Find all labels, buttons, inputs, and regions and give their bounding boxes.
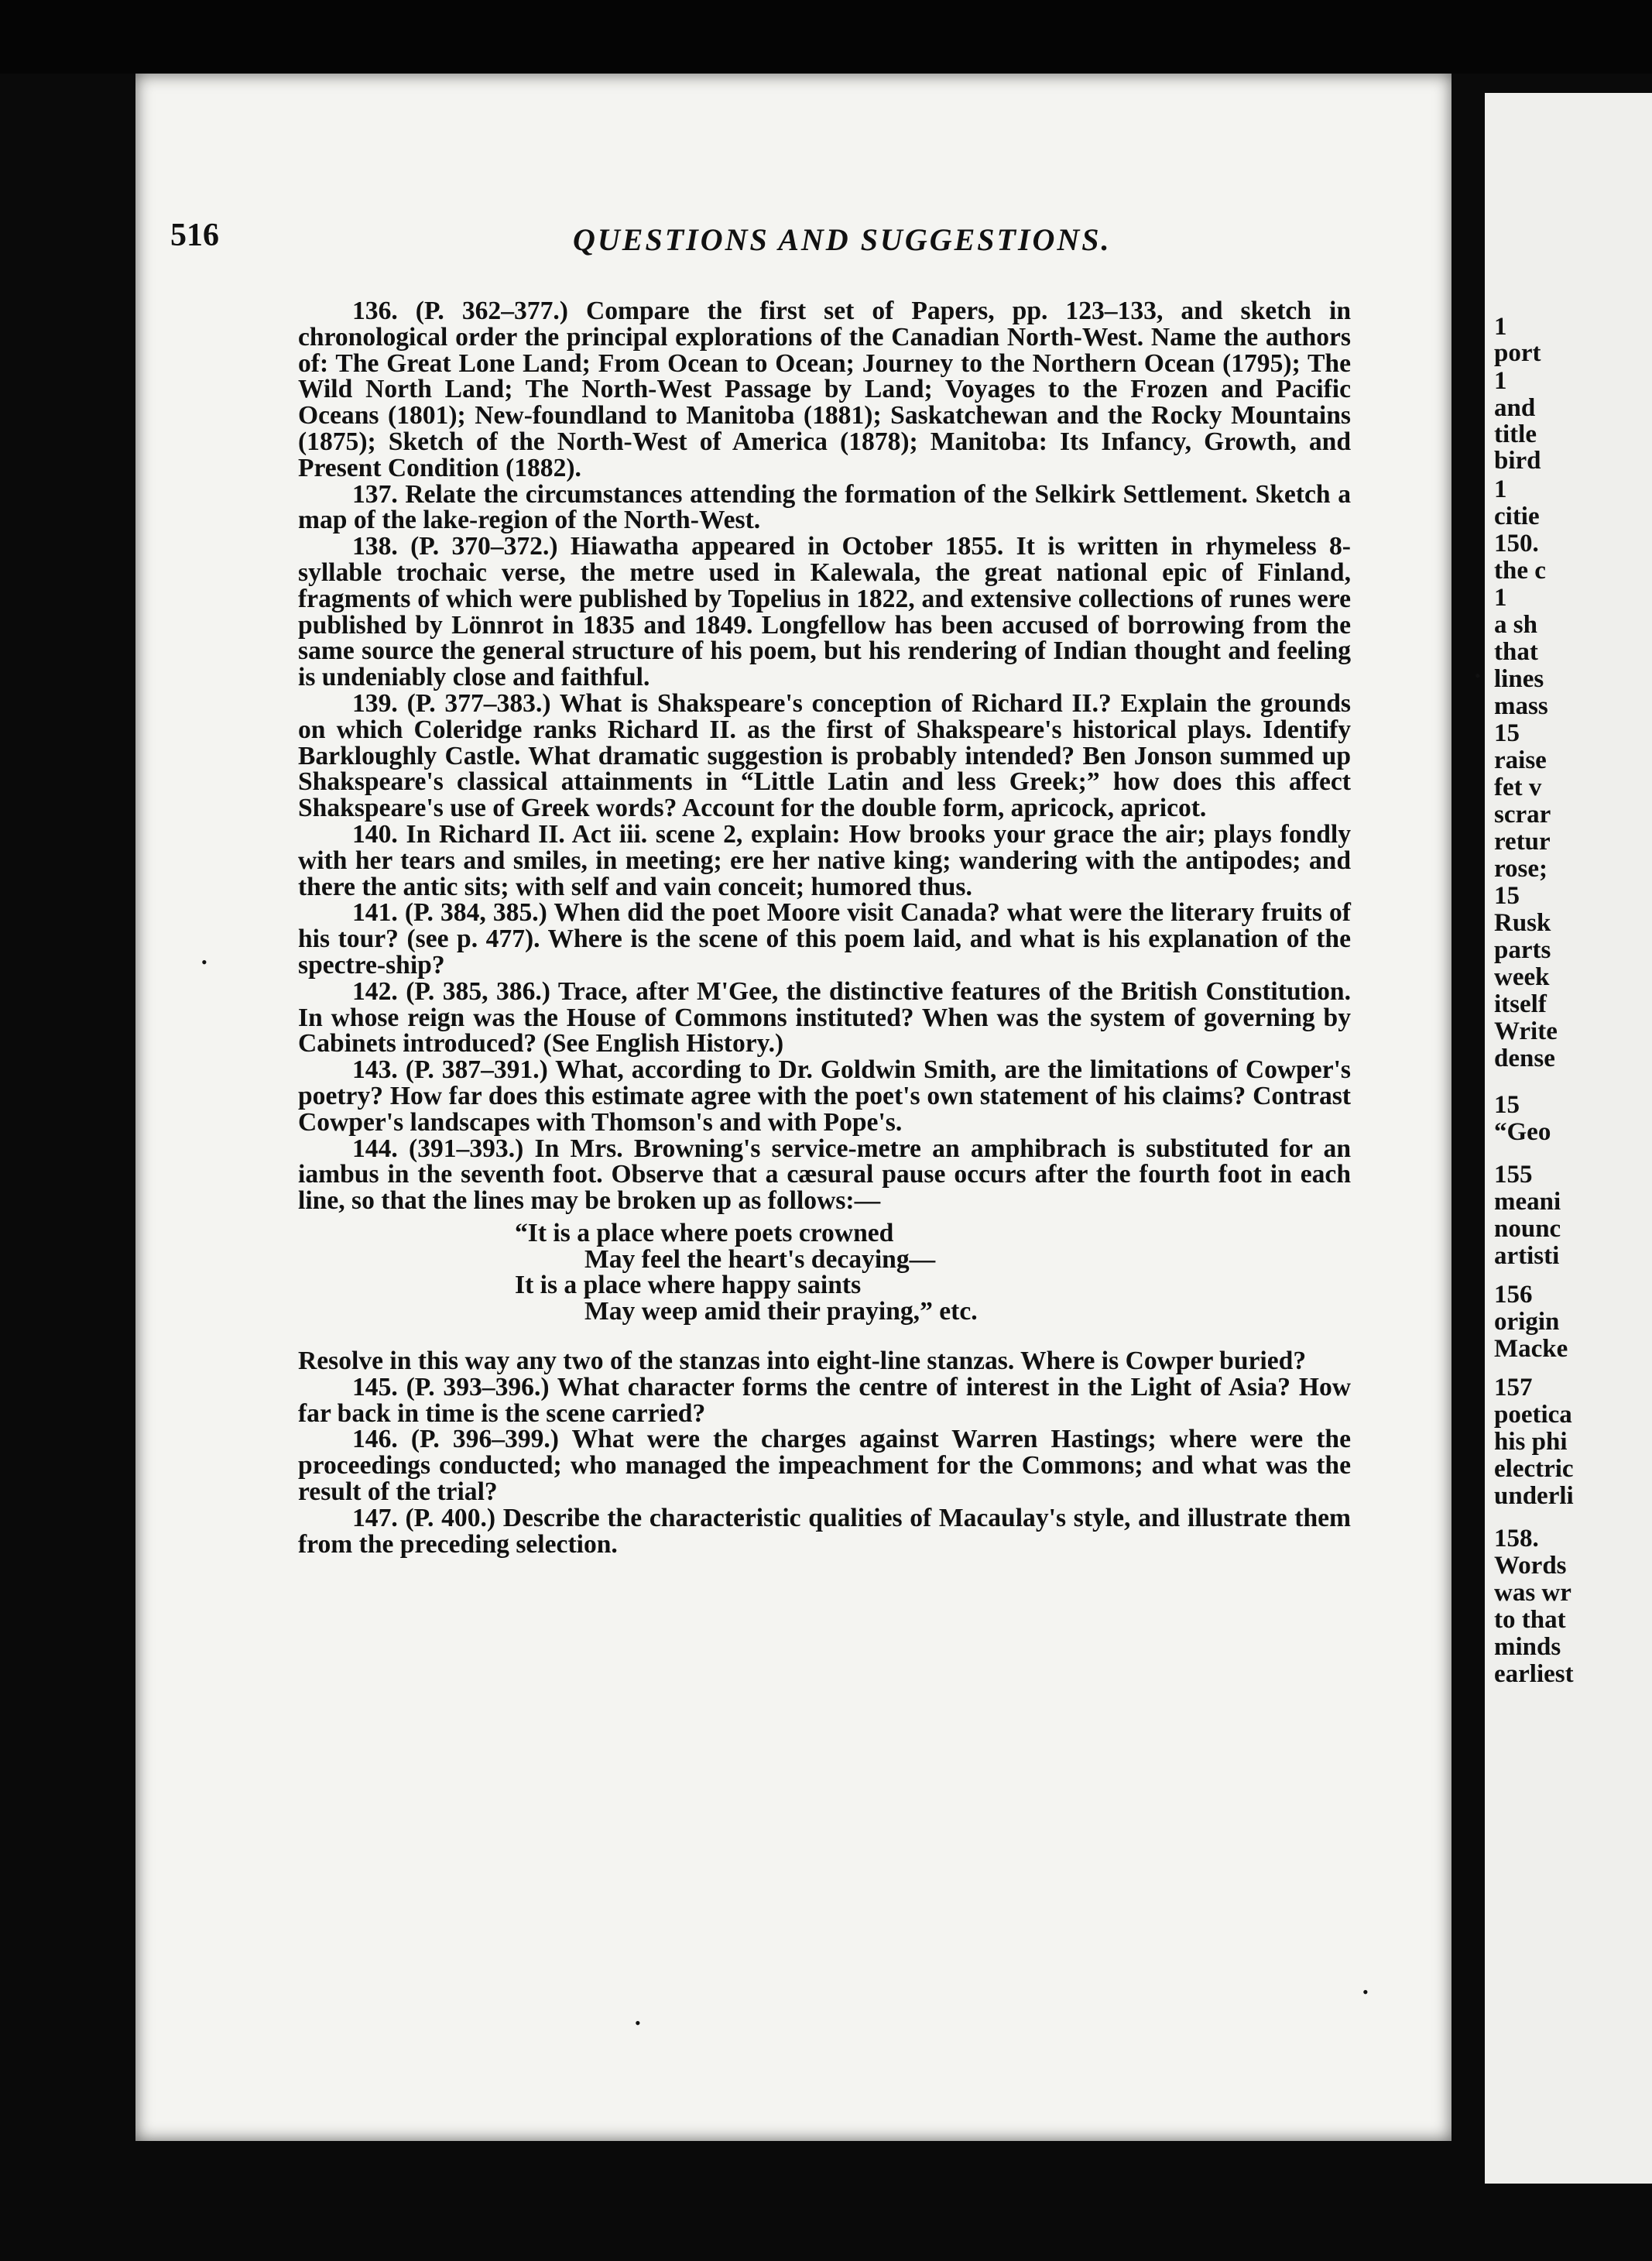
facing-line: meani [1494,1188,1561,1216]
facing-line: was wr [1494,1579,1571,1607]
facing-line: to that [1494,1606,1566,1634]
facing-line: week [1494,963,1550,991]
scan-speck: • [201,952,207,972]
facing-line: 157 [1494,1374,1533,1402]
facing-line: the c [1494,557,1546,585]
facing-line: earliest [1494,1660,1574,1688]
facing-line: Rusk [1494,909,1551,937]
question-139: 139. (P. 377–383.) What is Shakspeare's conception of Richard II.? Explain the grounds on which Coleridge ranks Richard II. as the first of Shakspeare's historical plays. Identify Barkloughly Castle. What dramatic suggestion is probably intended? Ben Jonson summed up Shakspeare's classical attainments in “Little Latin and less Greek;” how does this affect Shakspeare's use of Greek words? Account for the double form, apricock, apricot. [298,688,1351,823]
question-140: 140. In Richard II. Act iii. scene 2, explain: How brooks your grace the air; plays fondly with her tears and smiles, in meeting; ere her native king; wandering with the antipodes; and there the antic sits; with self and vain conceit; humored thus. [298,819,1351,901]
page-header [170,217,1378,263]
facing-line: scrar [1494,801,1551,829]
facing-line: Write [1494,1017,1558,1045]
facing-line: retur [1494,828,1551,856]
running-head: QUESTIONS AND SUGGESTIONS. [573,222,1112,257]
facing-line: that [1494,638,1538,666]
question-143: 143. (P. 387–391.) What, according to Dr. Goldwin Smith, are the limitations of Cowper's poetry? How far does this estimate agree with the poet's own statement of his claims? Contrast Cowper's landscapes with Thomson's and with Pope's. [298,1055,1351,1137]
scan-speck: • [1362,1982,1369,2002]
verse-line: “It is a place where poets crowned [515,1218,894,1247]
verse-line: May weep amid their praying,” etc. [584,1297,978,1326]
facing-line: port [1494,339,1541,367]
facing-line: parts [1494,936,1551,964]
facing-line: mass [1494,692,1548,720]
scan-speck: • [1475,666,1481,685]
facing-line: dense [1494,1045,1555,1072]
question-144: 144. (391–393.) In Mrs. Browning's service-metre an amphibrach is substituted for an iambus in the seventh foot. Observe that a cæsural pause occurs after the fourth foot in each line, so that the lines may be broken up as follows:— [298,1134,1351,1216]
scan-speck: • [635,2013,641,2033]
scan-border-top [0,0,1652,74]
question-146: 146. (P. 396–399.) What were the charges against Warren Hastings; where were the proceedings conducted; who managed the impeachment for the Commons; and what was the result of the trial? [298,1425,1351,1507]
question-137: 137. Relate the circumstances attending the formation of the Selkirk Settlement. Sketch a map of the lake-region of the North-West. [298,479,1351,535]
facing-line: Words [1494,1552,1567,1580]
question-141: 141. (P. 384, 385.) When did the poet Moore visit Canada? what were the literary fruits of his tour? (see p. 477). Where is the scene of this poem laid, and what is his explanation of the spectre-ship? [298,898,1351,980]
facing-line: his phi [1494,1428,1568,1456]
facing-line: 1 [1494,584,1507,612]
facing-line: 1 [1494,367,1507,395]
facing-page-edge [1485,93,1652,2184]
question-147: 147. (P. 400.) Describe the characteristic qualities of Macaulay's style, and illustrate them from the preceding selection. [298,1503,1351,1559]
question-136: 136. (P. 362–377.) Compare the first set of Papers, pp. 123–133, and sketch in chronological order the principal explorations of the Canadian North-West. Name the authors of: The Great Lone Land; From Ocean to Ocean; Journey to the Northern Ocean (1795); The Wild North Land; The North-West Passage by Land; Voyages to the Frozen and Pacific Oceans (1801); New-foundland to Manitoba (1881); Saskatchewan and the Rocky Mountains (1875); Sketch of the North-West of America (1878); Manitoba: Its Infancy, Growth, and Present Condition (1882). [298,297,1351,482]
facing-line: 158. [1494,1525,1539,1553]
question-145: 145. (P. 393–396.) What character forms the centre of interest in the Light of Asia? How far back in time is the scene carried? [298,1372,1351,1428]
page-number: 516 [170,218,219,253]
facing-line: raise [1494,746,1547,774]
facing-line: lines [1494,665,1544,693]
facing-line: 15 [1494,1091,1520,1119]
facing-line: 155 [1494,1161,1533,1189]
facing-line: itself [1494,990,1547,1018]
facing-line: 156 [1494,1281,1533,1309]
facing-line: nounc [1494,1215,1561,1243]
facing-line: bird [1494,447,1541,475]
facing-line: fet v [1494,774,1542,801]
facing-line: “Geo [1494,1118,1551,1146]
verse-line: May feel the heart's decaying— [584,1244,936,1274]
facing-line: underli [1494,1482,1574,1510]
facing-line: minds [1494,1633,1561,1661]
question-138: 138. (P. 370–372.) Hiawatha appeared in October 1855. It is written in rhymeless 8-syllable trochaic verse, the metre used in Kalewala, the great national epic of Finland, fragments of which were published by Topelius in 1822, and extensive collections of runes were published by Lönnrot in 1835 and 1849. Longfellow has been accused of borrowing from the same source the general structure of his poem, but his rendering of Indian thought and feeling is undeniably close and faithful. [298,532,1351,692]
facing-line: citie [1494,503,1540,530]
question-142: 142. (P. 385, 386.) Trace, after M'Gee, the distinctive features of the British Constitution. In whose reign was the House of Commons instituted? When was the system of governing by Cabinets introduced? (See English History.) [298,976,1351,1058]
facing-line: 15 [1494,882,1520,910]
facing-line: 1 [1494,313,1507,341]
facing-line: poetica [1494,1401,1572,1429]
facing-line: rose; [1494,855,1548,883]
facing-line: origin [1494,1308,1560,1336]
verse-quotation [298,1220,1351,1325]
question-144-continued: Resolve in this way any two of the stanzas into eight-line stanzas. Where is Cowper buried? [298,1347,1307,1376]
facing-line: a sh [1494,611,1537,639]
facing-line: 150. [1494,530,1539,558]
facing-line: artisti [1494,1242,1560,1270]
verse-line: It is a place where happy saints [515,1271,862,1300]
facing-line: title [1494,420,1537,448]
facing-line: electric [1494,1455,1574,1483]
page-body [298,298,1351,1557]
facing-line: Macke [1494,1335,1568,1363]
facing-line: and [1494,394,1536,422]
facing-line: 15 [1494,719,1520,747]
facing-line: 1 [1494,475,1507,503]
